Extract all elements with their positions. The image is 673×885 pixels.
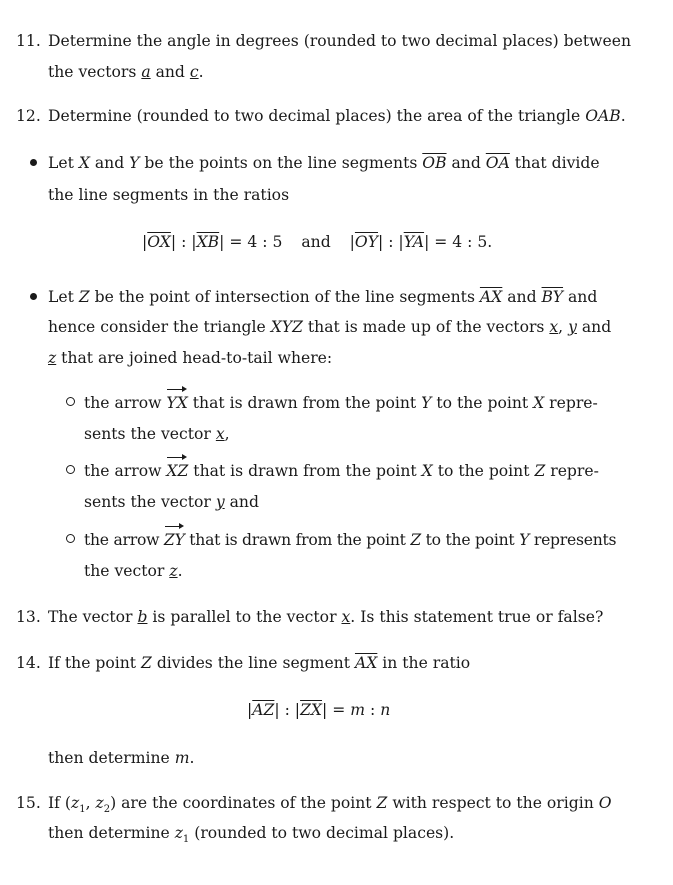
arrow-YX: YX bbox=[166, 388, 187, 418]
ratio-equation-mn: $|\overline{AZ}|$ : $|\overline{ZX}| = m$ : n bbox=[247, 701, 391, 719]
sub-bullet-2-line-2: sents the vector y and bbox=[84, 493, 259, 511]
question-12: 12. Determine (rounded to two decimal places) the area of the triangle OAB. bbox=[16, 101, 626, 131]
sub-bullet-marker bbox=[66, 534, 75, 543]
sub-bullet-2-line-1: the arrow XZ that is drawn from the point X to the point Z repre- bbox=[84, 456, 599, 486]
bullet-2-line-1: Let Z be the point of intersection of the line segments $\overline{AX}$ and $\overline{BY}$ and bbox=[48, 288, 598, 306]
question-15-line-2: then determine $z_1$ (rounded to two decimal places). bbox=[48, 824, 455, 846]
question-13: 13. The vector b is parallel to the vector x. Is this statement true or false? bbox=[16, 602, 603, 632]
arrow-XZ: XZ bbox=[166, 456, 188, 486]
vector-a: a bbox=[141, 63, 151, 81]
question-number: 13. bbox=[16, 608, 41, 626]
question-15: 15. If ($z_1$, $z_2$) are the coordinates of the point Z with respect to the origin O bbox=[16, 788, 612, 818]
arrow-ZY: ZY bbox=[164, 525, 185, 555]
sub-bullet-1-line-2: sents the vector x, bbox=[84, 425, 230, 443]
question-text: Determine the angle in degrees (rounded to two decimal places) between bbox=[48, 32, 632, 50]
bullet-marker bbox=[30, 159, 37, 166]
question-number: 12. bbox=[16, 107, 41, 125]
question-14-then: then determine m. bbox=[48, 749, 195, 767]
question-11-line-2: the vectors a and c. bbox=[48, 63, 204, 81]
bullet-2-line-2: hence consider the triangle XYZ that is made up of the vectors x, y and bbox=[48, 318, 612, 336]
bullet-1-line-1: Let X and Y be the points on the line segments $\overline{OB}$ and $\overline{OA}$ that divide bbox=[48, 154, 600, 172]
sub-bullet-marker bbox=[66, 397, 75, 406]
triangle-label: OAB bbox=[585, 107, 621, 125]
sub-bullet-3-line-2: the vector z. bbox=[84, 562, 183, 580]
segment-OB: $\overline{OB}$ bbox=[422, 154, 447, 172]
sub-bullet-1-line-1: the arrow YX that is drawn from the point Y to the point X repre- bbox=[84, 388, 598, 418]
bullet-marker bbox=[30, 293, 37, 300]
sub-bullet-3-line-1: the arrow ZY that is drawn from the point Z to the point Y represents bbox=[84, 525, 616, 555]
vector-c: c bbox=[189, 63, 199, 81]
question-number: 15. bbox=[16, 794, 41, 812]
question-14: 14. If the point Z divides the line segment $\overline{AX}$ in the ratio bbox=[16, 648, 470, 678]
question-number: 11. bbox=[16, 32, 41, 50]
ratio-equation: $|\overline{OX}|$ : $|\overline{XB}| = 4$ : 5 and $|\overline{OY}|$ : $|\overline{YA}| = 4$ : 5. bbox=[142, 233, 493, 251]
bullet-2-line-3: z that are joined head-to-tail where: bbox=[48, 349, 333, 367]
segment-OA: $\overline{OA}$ bbox=[485, 154, 510, 172]
question-11 bbox=[16, 26, 631, 56]
bullet-1-line-2: the line segments in the ratios bbox=[48, 186, 290, 204]
sub-bullet-marker bbox=[66, 465, 75, 474]
question-number: 14. bbox=[16, 654, 41, 672]
